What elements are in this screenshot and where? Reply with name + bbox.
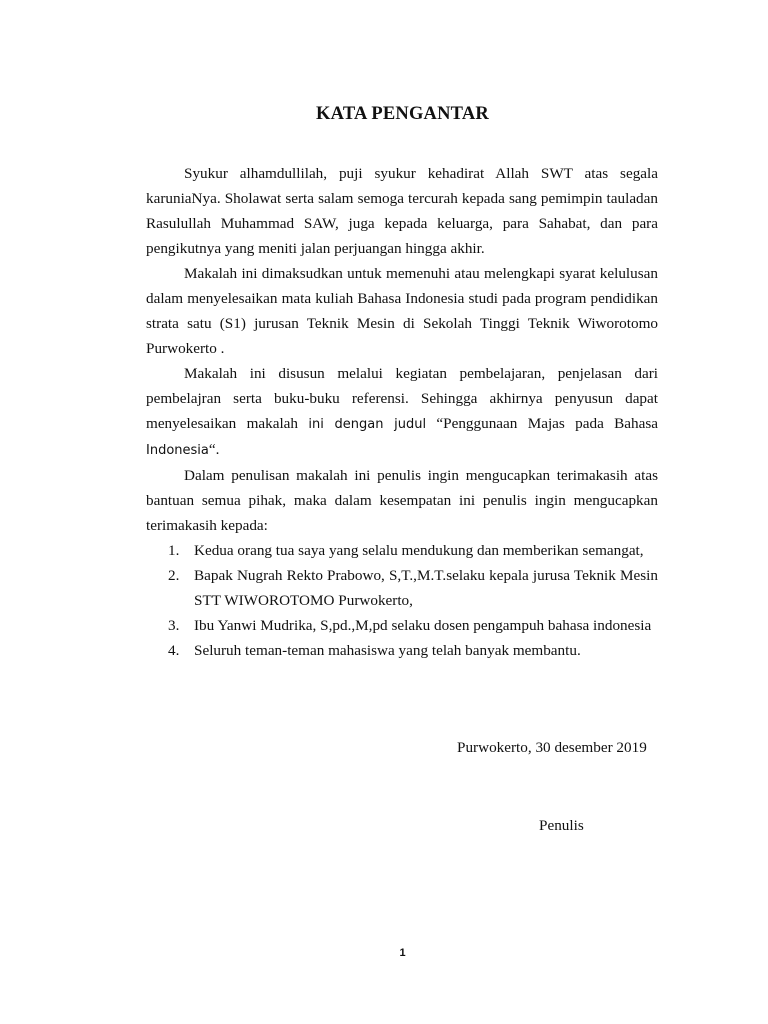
acknowledgement-list xyxy=(146,538,658,663)
list-item xyxy=(146,613,658,638)
list-item xyxy=(146,538,658,563)
paragraph-method-part-3: “Penggunaan Majas pada Bahasa xyxy=(426,415,658,432)
list-item-text: Ibu Yanwi Mudrika, S,pd.,M,pd selaku dosen pengampuh bahasa indonesia xyxy=(194,617,652,634)
paragraph-method-part-2: ini dengan judul xyxy=(308,417,427,432)
paragraph-method xyxy=(146,361,658,463)
paragraph-opening: Syukur alhamdullilah, puji syukur kehadirat Allah SWT atas segala karuniaNya. Sholawat serta salam semoga tercurah kepada sang pemimpin tauladan Rasulullah Muhammad SAW, juga kepada keluarga, para Sahabat, dan para pengikutnya yang meniti jalan perjuangan hingga akhir. xyxy=(146,165,658,257)
list-item-number: 1. xyxy=(168,542,180,559)
list-item xyxy=(146,563,658,613)
paragraph-method-part-5: “. xyxy=(208,441,220,458)
list-item-number: 2. xyxy=(168,567,180,584)
page-number: 1 xyxy=(399,947,406,959)
paragraph-thanks: Dalam penulisan makalah ini penulis ingin mengucapkan terimakasih atas bantuan semua pihak, maka dalam kesempatan ini penulis ingin mengucapkan terimakasih kepada: xyxy=(146,467,658,534)
closing-place-date: Purwokerto, 30 desember 2019 xyxy=(457,739,647,756)
document-body xyxy=(146,161,658,663)
paragraph-purpose: Makalah ini dimaksudkan untuk memenuhi atau melengkapi syarat kelulusan dalam menyelesaikan mata kuliah Bahasa Indonesia studi pada program pendidikan strata satu (S1) jurusan Teknik Mesin di Sekolah Tinggi Teknik Wiworotomo Purwokerto . xyxy=(146,265,658,357)
list-item-number: 4. xyxy=(168,642,180,659)
paragraph-method-part-1: Makalah ini disusun melalui kegiatan pembelajaran, penjelasan dari pembelajran serta buku-buku referensi. Sehingga akhirnya penyusun dapat menyelesaikan makalah xyxy=(146,365,658,432)
list-item xyxy=(146,638,658,663)
list-item-text: Kedua orang tua saya yang selalu mendukung dan memberikan semangat, xyxy=(194,542,644,559)
list-item-text: Bapak Nugrah Rekto Prabowo, S,T.,M.T.selaku kepala jurusa Teknik Mesin STT WIWOROTOMO Purwokerto, xyxy=(194,567,658,609)
page-title: KATA PENGANTAR xyxy=(316,104,489,124)
list-item-number: 3. xyxy=(168,617,180,634)
list-item-text: Seluruh teman-teman mahasiswa yang telah banyak membantu. xyxy=(194,642,581,659)
closing-signature: Penulis xyxy=(539,817,584,834)
paragraph-method-part-4: Indonesia xyxy=(146,443,209,458)
